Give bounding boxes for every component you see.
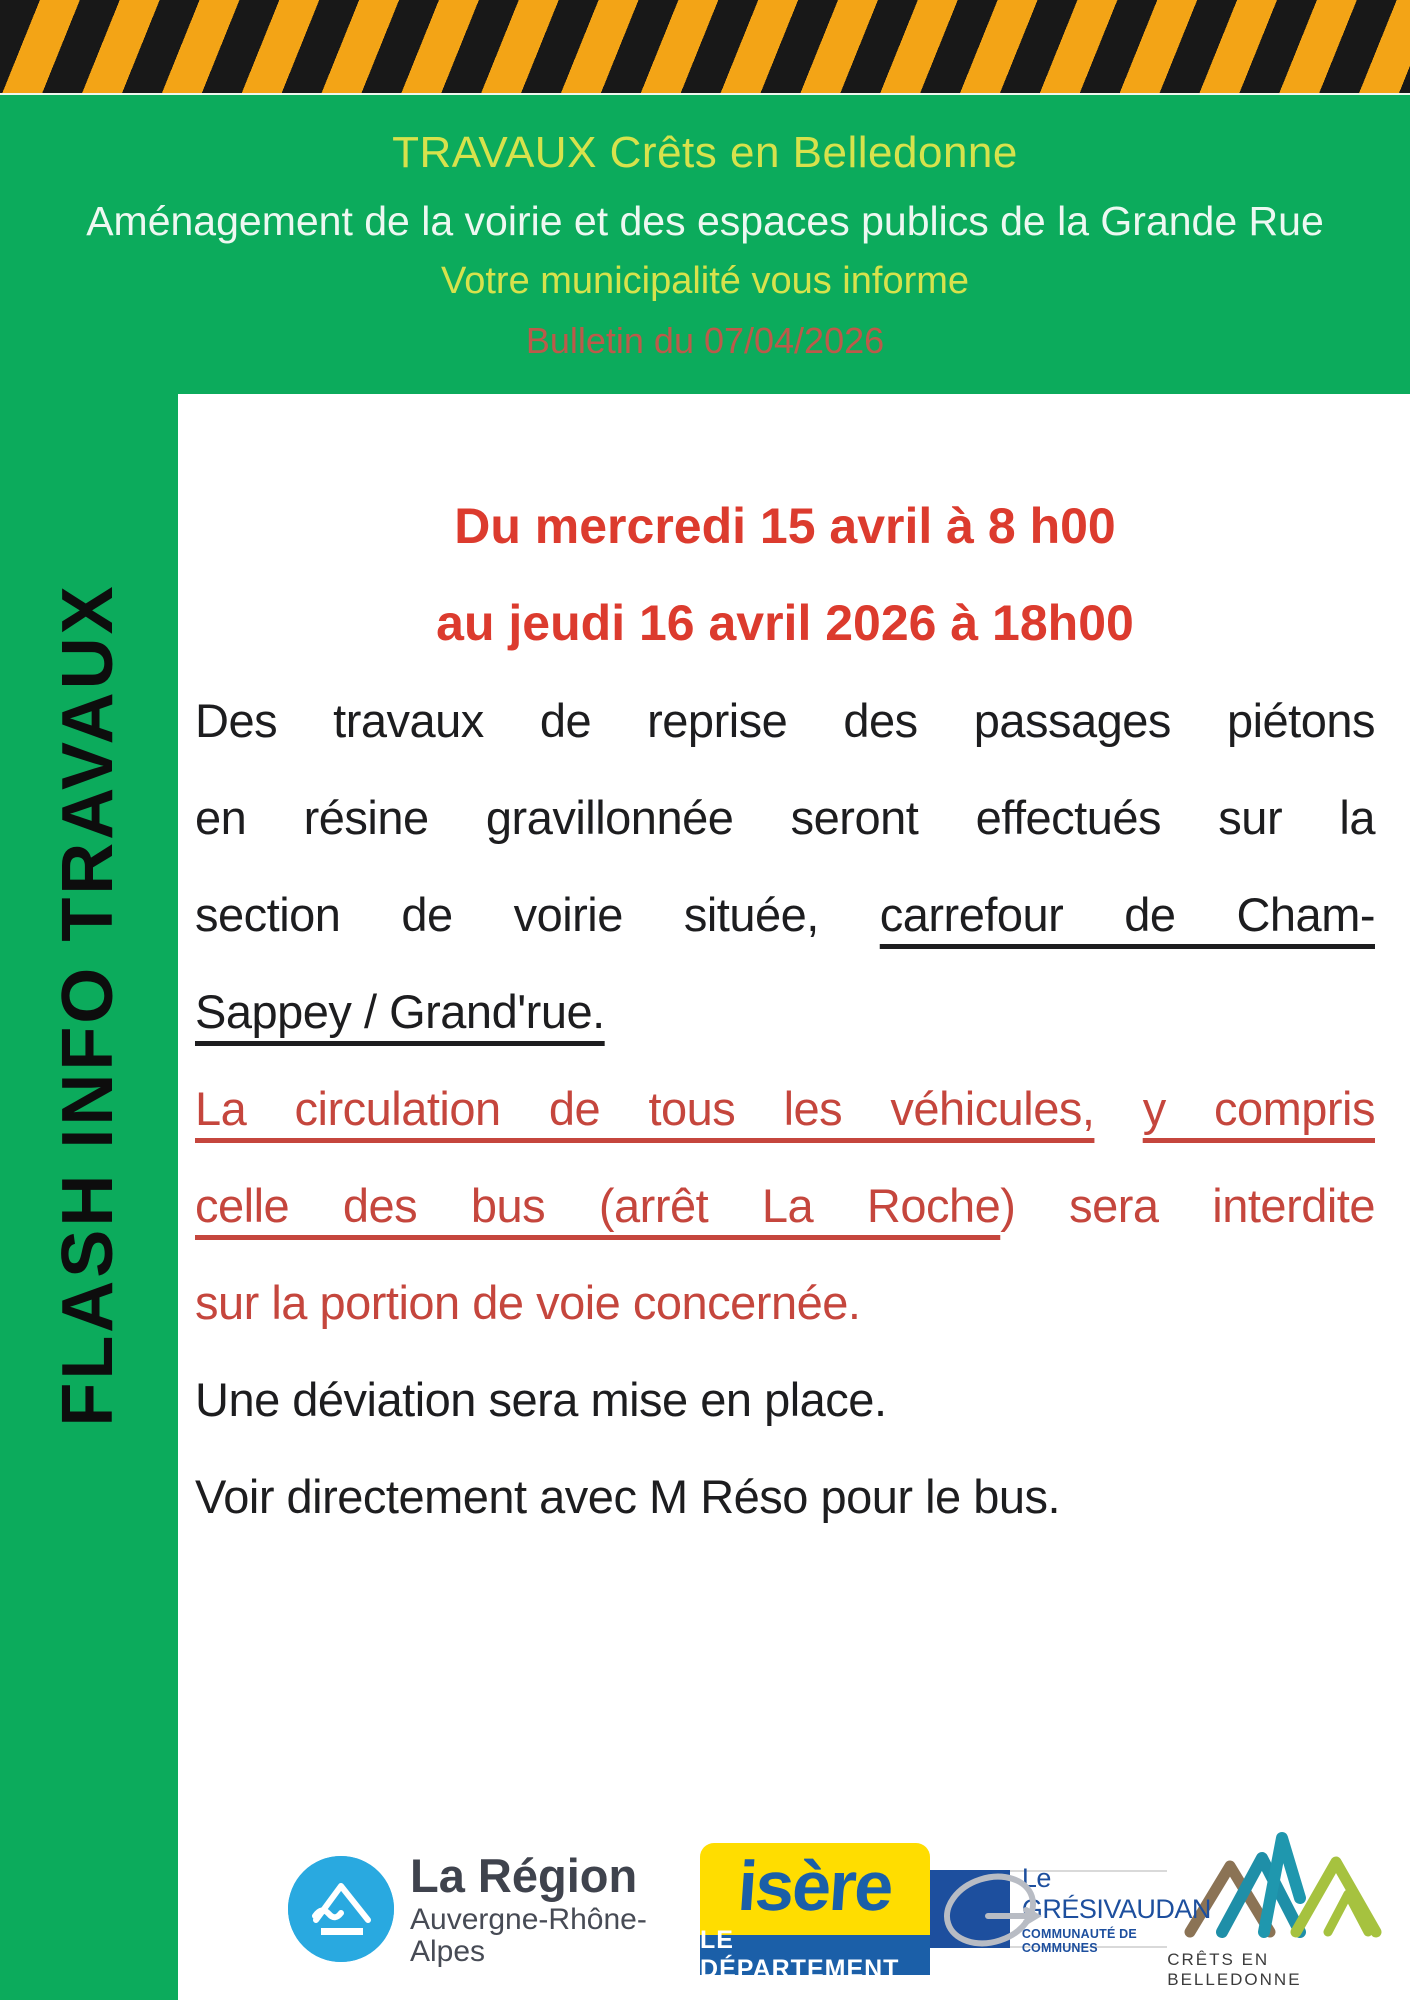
page-subtitle: Aménagement de la voirie et des espaces publics de la Grande Rue: [86, 198, 1324, 244]
footer-logos: [288, 1814, 1398, 2000]
hazard-stripes-banner: [0, 0, 1410, 95]
bulletin-date-line: Bulletin du 07/04/2026: [525, 320, 885, 361]
gresivaudan-blue-square: [930, 1870, 1010, 1948]
la-region-mountain-icon: [288, 1856, 394, 1962]
le-departement-label: LE DÉPARTEMENT: [700, 1926, 900, 1983]
notice-line: au jeudi 16 avril 2026 à 18h00: [436, 595, 1134, 651]
notice-line: section de voirie située, carrefour de Cham-: [195, 888, 1375, 941]
notice-line: La circulation de tous les véhicules, y compris: [195, 1082, 1375, 1135]
notice-line: Des travaux de reprise des passages piétons: [195, 694, 1375, 747]
gresivaudan-logo: [930, 1863, 1211, 1955]
notice-lines: [195, 478, 1375, 1545]
notice-line: Voir directement avec M Réso pour le bus.: [195, 1470, 1061, 1523]
crets-en-belledonne-label: CRÊTS EN BELLEDONNE: [1167, 1950, 1302, 1989]
communaute-de-communes-label: COMMUNAUTÉ DE COMMUNES: [1021, 1927, 1137, 1955]
notice-line: sur la portion de voie concernée.: [195, 1276, 861, 1329]
la-region-logo: [288, 1848, 700, 1968]
isere-departement-logo: [700, 1843, 930, 1983]
notice-line: Une déviation sera mise en place.: [195, 1373, 887, 1426]
gresivaudan-label: Le GRÉSIVAUDAN: [1021, 1863, 1211, 1924]
notice-line: Sappey / Grand'rue.: [195, 985, 605, 1038]
notice-line: celle des bus (arrêt La Roche) sera interdite: [195, 1179, 1376, 1232]
crets-mountains-icon: [1178, 1828, 1388, 1948]
isere-label: isère: [735, 1847, 895, 1925]
isere-yellow-block: [700, 1843, 930, 1935]
notice-panel: [178, 394, 1410, 2000]
municipality-info-line: Votre municipalité vous informe: [440, 260, 970, 302]
notice-line: en résine gravillonnée seront effectués sur la: [195, 791, 1375, 844]
page-title: TRAVAUX Crêts en Belledonne: [392, 128, 1018, 177]
auvergne-rhone-alpes-label: Auvergne-Rhône-Alpes: [410, 1903, 647, 1968]
flash-info-travaux-vertical-label: FLASH INFO TRAVAUX: [48, 583, 128, 1427]
isere-blue-bar: [700, 1926, 930, 1983]
notice-line: Du mercredi 15 avril à 8 h00: [454, 498, 1116, 554]
la-region-label: La Région: [410, 1848, 638, 1902]
